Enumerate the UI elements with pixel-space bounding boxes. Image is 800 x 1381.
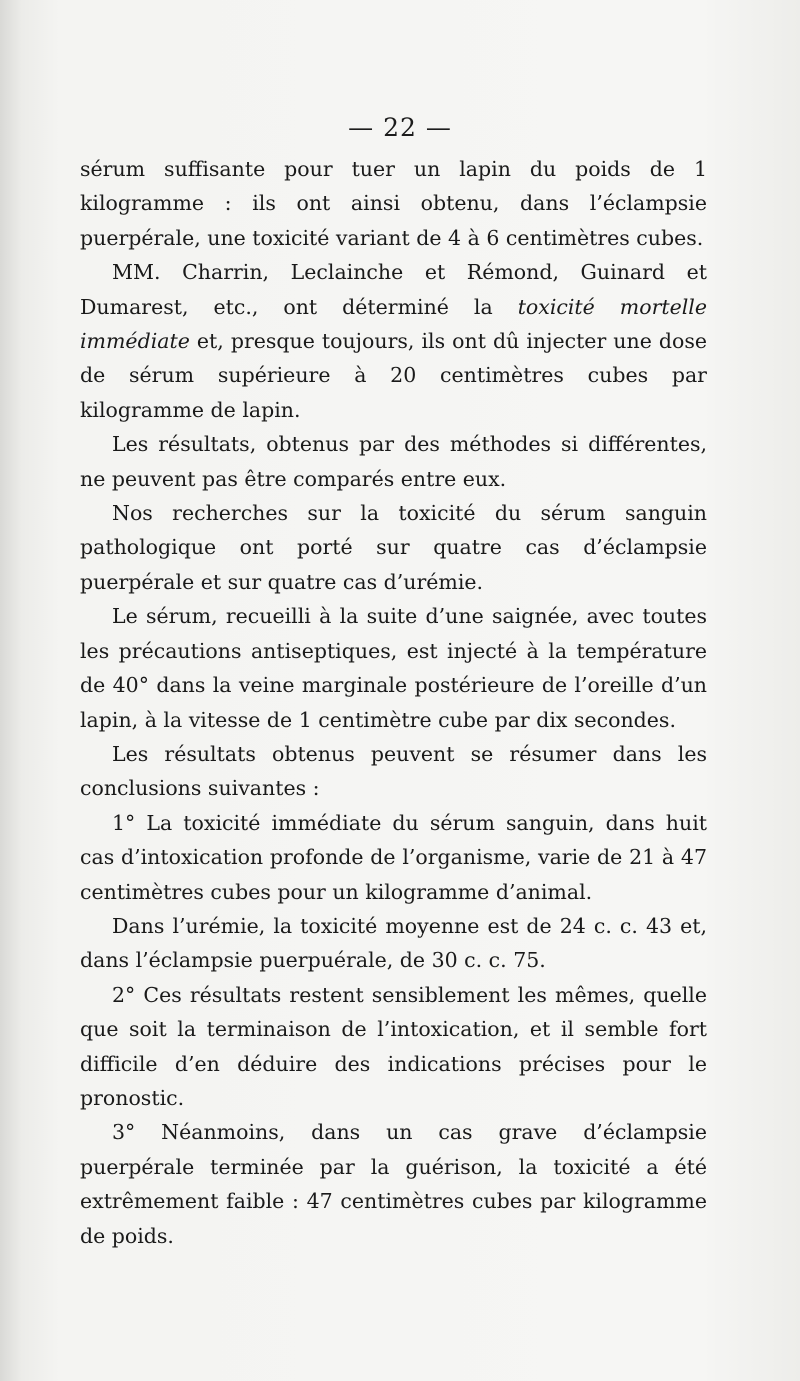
- paragraph: Dans l’urémie, la toxicité moyenne est de 24 c. c. 43 et, dans l’éclampsie puerpuérale, de 30 c. c. 75.: [80, 913, 707, 973]
- paragraph: Les résultats, obtenus par des méthodes si différentes, ne peuvent pas être comparés entre eux.: [80, 432, 707, 491]
- paragraph: Les résultats obtenus peuvent se résumer dans les conclusions suivantes :: [80, 741, 707, 801]
- paragraph: 3° Néanmoins, dans un cas grave d’éclampsie puerpérale terminée par la guérison, la toxicité a été extrêmement faible : 47 centimètres cubes par kilogramme de poids.: [80, 1120, 707, 1248]
- paragraph: sérum suffisante pour tuer un lapin du poids de 1 kilogramme : ils ont ainsi obtenu, dans l’éclampsie puerpérale, une toxicité variant de 4 à 6 centimètres cubes.: [80, 157, 707, 250]
- emphasis-text: toxicité mortelle immédiate: [80, 294, 707, 354]
- paragraph-text: MM. Charrin, Leclainche et Rémond, Guinard et Dumarest, etc., ont déterminé la: [80, 260, 707, 319]
- page-number: — 22 —: [348, 113, 452, 142]
- paragraph: 2° Ces résultats restent sensiblement les mêmes, quelle que soit la terminaison de l’intoxication, et il semble fort difficile d’en déduire des indications précises pour le pronostic.: [80, 982, 707, 1110]
- body-text: [80, 152, 707, 1253]
- paragraph: Nos recherches sur la toxicité du sérum sanguin pathologique ont porté sur quatre cas d’éclampsie puerpérale et sur quatre cas d’urémie.: [80, 501, 707, 594]
- paragraph: [80, 255, 707, 427]
- paragraph-text: et, presque toujours, ils ont dû injecter une dose de sérum supérieure à 20 centimètres cubes par kilogramme de lapin.: [80, 329, 707, 422]
- paragraph: 1° La toxicité immédiate du sérum sanguin, dans huit cas d’intoxication profonde de l’organisme, varie de 21 à 47 centimètres cubes pour un kilogramme d’animal.: [80, 810, 707, 904]
- paragraph: Le sérum, recueilli à la suite d’une saignée, avec toutes les précautions antiseptiques, est injecté à la température de 40° dans la veine marginale postérieure de l’oreille d’un lapin, à la vitesse de 1 centimètre cube par dix secondes.: [80, 604, 707, 732]
